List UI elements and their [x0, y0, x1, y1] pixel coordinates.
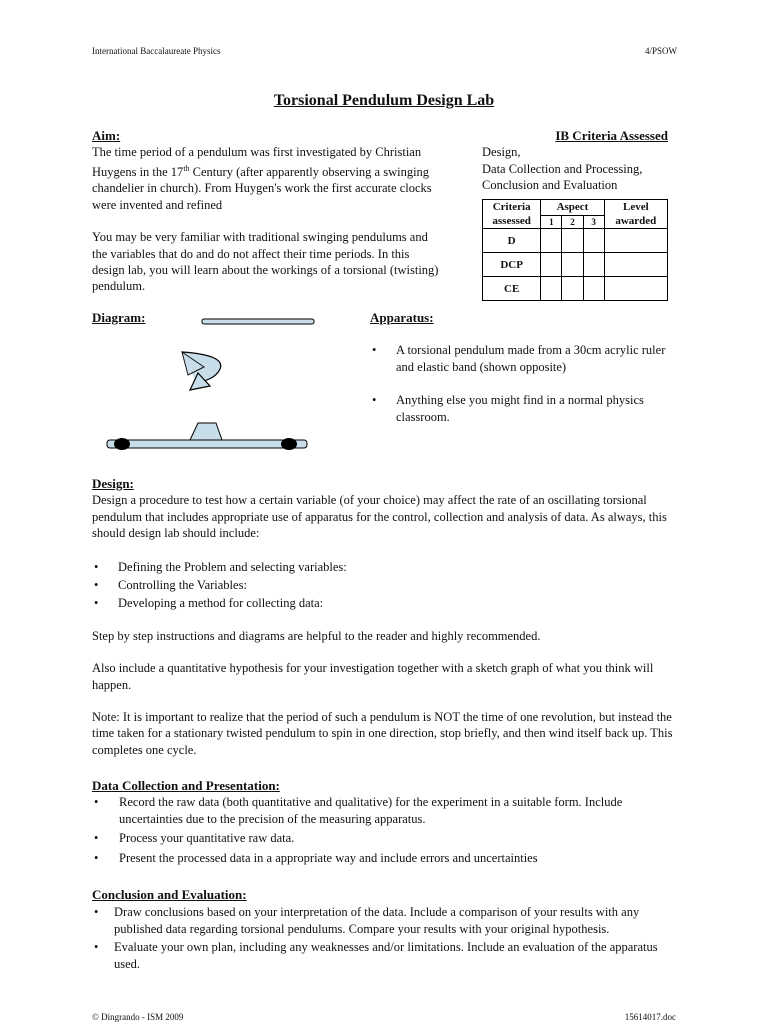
apparatus-section	[370, 310, 680, 425]
list-item: • Anything else you might find in a normal physics classroom.	[370, 392, 680, 425]
list-item: • Controlling the Variables:	[92, 577, 682, 593]
criteria-line-design: Design,	[482, 145, 521, 160]
criteria-line-dcp: Data Collection and Processing,	[482, 161, 643, 176]
footer-filename: 15614017.doc	[624, 1012, 676, 1022]
list-item: • Process your quantitative raw data.	[92, 830, 682, 846]
design-steps-paragraph: Step by step instructions and diagrams are helpful to the reader and highly recommended.	[92, 628, 541, 643]
list-item: • Evaluate your own plan, including any weaknesses and/or limitations. Include an evaluation of the apparatus used.	[92, 939, 682, 972]
table-row	[483, 253, 668, 277]
row-label-ce: CE	[483, 277, 541, 301]
criteria-section	[482, 128, 682, 194]
criteria-table	[482, 199, 668, 301]
ce-section	[92, 887, 682, 972]
apparatus-heading: Apparatus:	[370, 310, 434, 325]
dcp-section	[92, 778, 682, 866]
design-note-paragraph: Note: It is important to realize that the period of such a pendulum is NOT the time of one revolution, but instead the time taken for a stationary twisted pendulum to spin in one direction, stop briefly, and then wind itself back up. This completes one cycle.	[92, 710, 673, 757]
design-heading: Design:	[92, 476, 134, 491]
design-section	[92, 476, 682, 758]
table-row	[483, 277, 668, 301]
aspect-header: Aspect	[541, 200, 604, 216]
header-course: International Baccalaureate Physics	[92, 46, 221, 56]
level-header: Level awarded	[604, 200, 667, 229]
footer-copyright: © Dingrando - ISM 2009	[92, 1012, 184, 1022]
list-item: • Developing a method for collecting data:	[92, 595, 682, 611]
list-item: • A torsional pendulum made from a 30cm acrylic ruler and elastic band (shown opposite)	[370, 342, 680, 375]
list-item: • Record the raw data (both quantitative and qualitative) for the experiment in a suitable form. Include uncertainties due to the precision of the measuring apparatus.	[92, 794, 682, 827]
row-label-dcp: DCP	[483, 253, 541, 277]
list-item: • Present the processed data in a appropriate way and include errors and uncertainties	[92, 850, 682, 866]
torsional-pendulum-diagram	[100, 312, 320, 462]
criteria-line-ce: Conclusion and Evaluation	[482, 178, 618, 193]
list-item: • Defining the Problem and selecting variables:	[92, 559, 682, 575]
diagram-heading: Diagram:	[92, 310, 146, 325]
dcp-heading: Data Collection and Presentation:	[92, 778, 280, 793]
criteria-table-header: Criteria assessed	[483, 200, 541, 229]
list-item: • Draw conclusions based on your interpretation of the data. Include a comparison of your results with any published data regarding torsional pendulums. Compare your results with your original hypothesis.	[92, 904, 682, 937]
aspect-2: 2	[562, 215, 583, 228]
ce-heading: Conclusion and Evaluation:	[92, 887, 247, 902]
table-row	[483, 229, 668, 253]
aim-heading: Aim:	[92, 128, 121, 143]
row-label-d: D	[483, 229, 541, 253]
criteria-heading: IB Criteria Assessed	[555, 128, 668, 143]
aim-paragraph-2: You may be very familiar with traditional swinging pendulums and the variables that do and do not affect their time periods. In this design lab, you will learn about the workings of a torsional (twisting) pendulum.	[92, 230, 439, 294]
aim-section	[92, 128, 442, 295]
page-title: Torsional Pendulum Design Lab	[273, 92, 495, 109]
design-intro: Design a procedure to test how a certain variable (of your choice) may affect the rate of an oscillating torsional pendulum that includes appropriate use of apparatus for the control, collection and analysis of data. As always, this should design lab should include:	[92, 493, 667, 541]
aim-paragraph-1: The time period of a pendulum was first investigated by Christian Huygens in the 17th Century (after apparently observing a swinging chandelier in church). From Huygen's work the first accurate clocks were invented and refined	[92, 145, 432, 212]
design-hypothesis-paragraph: Also include a quantitative hypothesis for your investigation together with a sketch graph of what you think will happen.	[92, 661, 654, 692]
aspect-3: 3	[583, 215, 604, 228]
header-code: 4/PSOW	[644, 46, 677, 56]
aspect-1: 1	[541, 215, 562, 228]
